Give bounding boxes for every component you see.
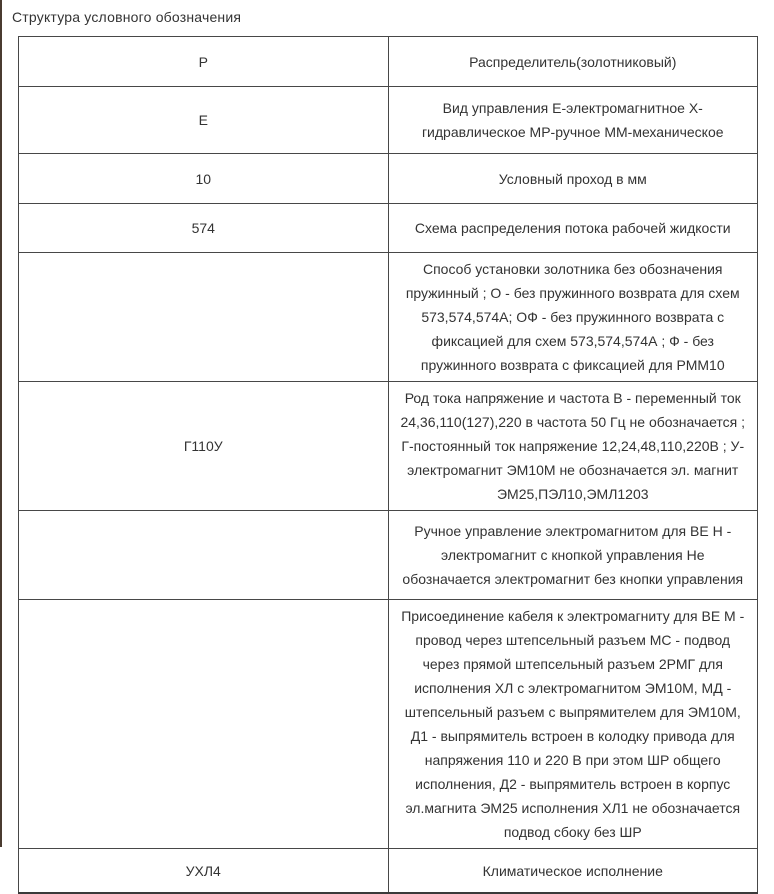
designation-code-cell bbox=[19, 600, 389, 849]
designation-table-body bbox=[19, 37, 758, 894]
table-row bbox=[19, 849, 758, 894]
table-row bbox=[19, 204, 758, 253]
designation-description-cell: Ручное управление электромагнитом для ВЕ Н - электромагнит с кнопкой управления Не обозначается электромагнит без кнопки управления bbox=[388, 511, 758, 600]
designation-code-cell bbox=[19, 511, 389, 600]
designation-code-cell: Г110У bbox=[19, 382, 389, 511]
page-edge-line bbox=[0, 0, 2, 847]
page-title: Структура условного обозначения bbox=[12, 9, 242, 25]
designation-description-cell: Условный проход в мм bbox=[388, 154, 758, 204]
designation-description-cell: Распределитель(золотниковый) bbox=[388, 37, 758, 87]
designation-description-cell: Схема распределения потока рабочей жидкости bbox=[388, 204, 758, 253]
table-row bbox=[19, 382, 758, 511]
table-row bbox=[19, 87, 758, 154]
table-row bbox=[19, 253, 758, 382]
designation-description-cell: Климатическое исполнение bbox=[388, 849, 758, 894]
designation-code-cell: Р bbox=[19, 37, 389, 87]
designation-code-cell bbox=[19, 253, 389, 382]
designation-code-cell: УХЛ4 bbox=[19, 849, 389, 894]
table-row bbox=[19, 511, 758, 600]
designation-code-cell: 574 bbox=[19, 204, 389, 253]
designation-code-cell: Е bbox=[19, 87, 389, 154]
designation-description-cell: Вид управления Е-электромагнитное Х-гидравлическое МР-ручное ММ-механическое bbox=[388, 87, 758, 154]
designation-description-cell: Способ установки золотника без обозначения пружинный ; О - без пружинного возврата для схем 573,574,574А; ОФ - без пружинного возврата с фиксацией для схем 573,574,574А ; Ф - без пружинного возврата с фиксацией для РММ10 bbox=[388, 253, 758, 382]
table-row bbox=[19, 37, 758, 87]
designation-structure-table bbox=[18, 36, 758, 894]
table-row bbox=[19, 600, 758, 849]
table-row bbox=[19, 154, 758, 204]
designation-description-cell: Род тока напряжение и частота В - переменный ток 24,36,110(127),220 в частота 50 Гц не обозначается ; Г-постоянный ток напряжение 12,24,48,110,220В ; У-электромагнит ЭМ10М не обозначается эл. магнит ЭМ25,ПЭЛ10,ЭМЛ1203 bbox=[388, 382, 758, 511]
designation-code-cell: 10 bbox=[19, 154, 389, 204]
designation-description-cell: Присоединение кабеля к электромагниту для ВЕ М - провод через штепсельный разъем МС - подвод через прямой штепсельный разъем 2РМГ для исполнения ХЛ с электромагнитом ЭМ10М, МД - штепсельный разъем с выпрямителем для ЭМ10М, Д1 - выпрямитель встроен в колодку привода для напряжения 110 и 220 В при этом ШР общего исполнения, Д2 - выпрямитель встроен в корпус эл.магнита ЭМ25 исполнения ХЛ1 не обозначается подвод сбоку без ШР bbox=[388, 600, 758, 849]
